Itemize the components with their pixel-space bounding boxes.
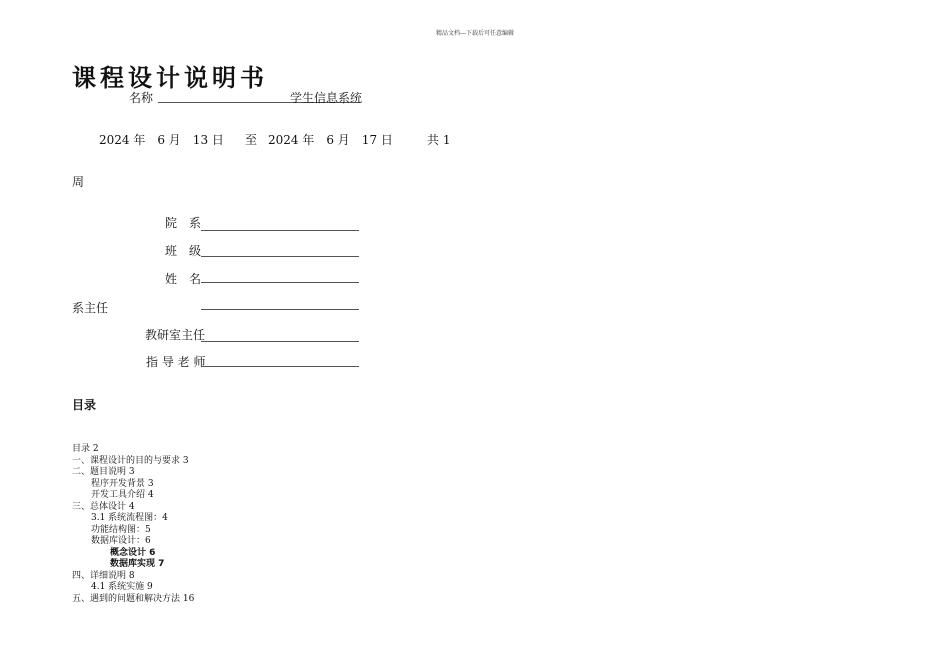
lab-head-label: 教研室主任	[145, 328, 206, 342]
toc-item[interactable]: 程序开发背景 3	[91, 478, 154, 489]
class-underline	[201, 256, 359, 257]
toc-item[interactable]: 四、详细说明 8	[72, 570, 135, 581]
document-title: 课程设计说明书	[72, 64, 268, 92]
toc-item[interactable]: 3.1 系统流程图：4	[91, 513, 168, 523]
duration-total: 共 1	[427, 133, 451, 147]
toc-item[interactable]: 数据库设计：6	[91, 536, 151, 546]
toc-item[interactable]: 二、题目说明 3	[72, 467, 135, 477]
toc-item[interactable]: 三、总体设计 4	[72, 501, 135, 512]
date-separator: 至	[245, 133, 258, 147]
advisor-label: 指 导 老 师	[146, 355, 206, 369]
class-label: 班 级	[165, 244, 202, 258]
toc-item[interactable]: 4.1 系统实施 9	[91, 582, 153, 592]
toc-item[interactable]: 五、遇到的问题和解决方法 16	[72, 593, 195, 604]
department-underline	[201, 230, 359, 231]
advisor-underline	[201, 366, 359, 367]
department-label: 院 系	[165, 216, 202, 230]
toc-item[interactable]: 数据库实现 7	[110, 559, 165, 569]
project-name-label: 名称	[129, 91, 154, 105]
end-date: 2024 年 6 月 17 日	[268, 133, 393, 147]
start-date: 2024 年 6 月 13 日	[99, 133, 224, 147]
toc-heading: 目录	[72, 398, 97, 412]
dept-head-underline	[201, 309, 359, 310]
duration-unit: 周	[72, 175, 85, 189]
toc-item[interactable]: 开发工具介绍 4	[91, 490, 154, 500]
toc-item[interactable]: 功能结构图：5	[91, 524, 151, 535]
toc-item[interactable]: 概念设计 6	[110, 547, 156, 558]
lab-head-underline	[201, 341, 359, 342]
student-name-label: 姓 名	[165, 272, 202, 286]
toc-item[interactable]: 目录 2	[72, 444, 99, 454]
toc-item[interactable]: 一、课程设计的目的与要求 3	[72, 455, 189, 466]
dept-head-label: 系主任	[72, 301, 109, 315]
project-name-value: 学生信息系统	[290, 91, 363, 105]
table-of-contents	[72, 444, 194, 605]
page-header-note: 精品文档---下载后可任意编辑	[435, 30, 515, 37]
student-name-underline	[201, 282, 359, 283]
